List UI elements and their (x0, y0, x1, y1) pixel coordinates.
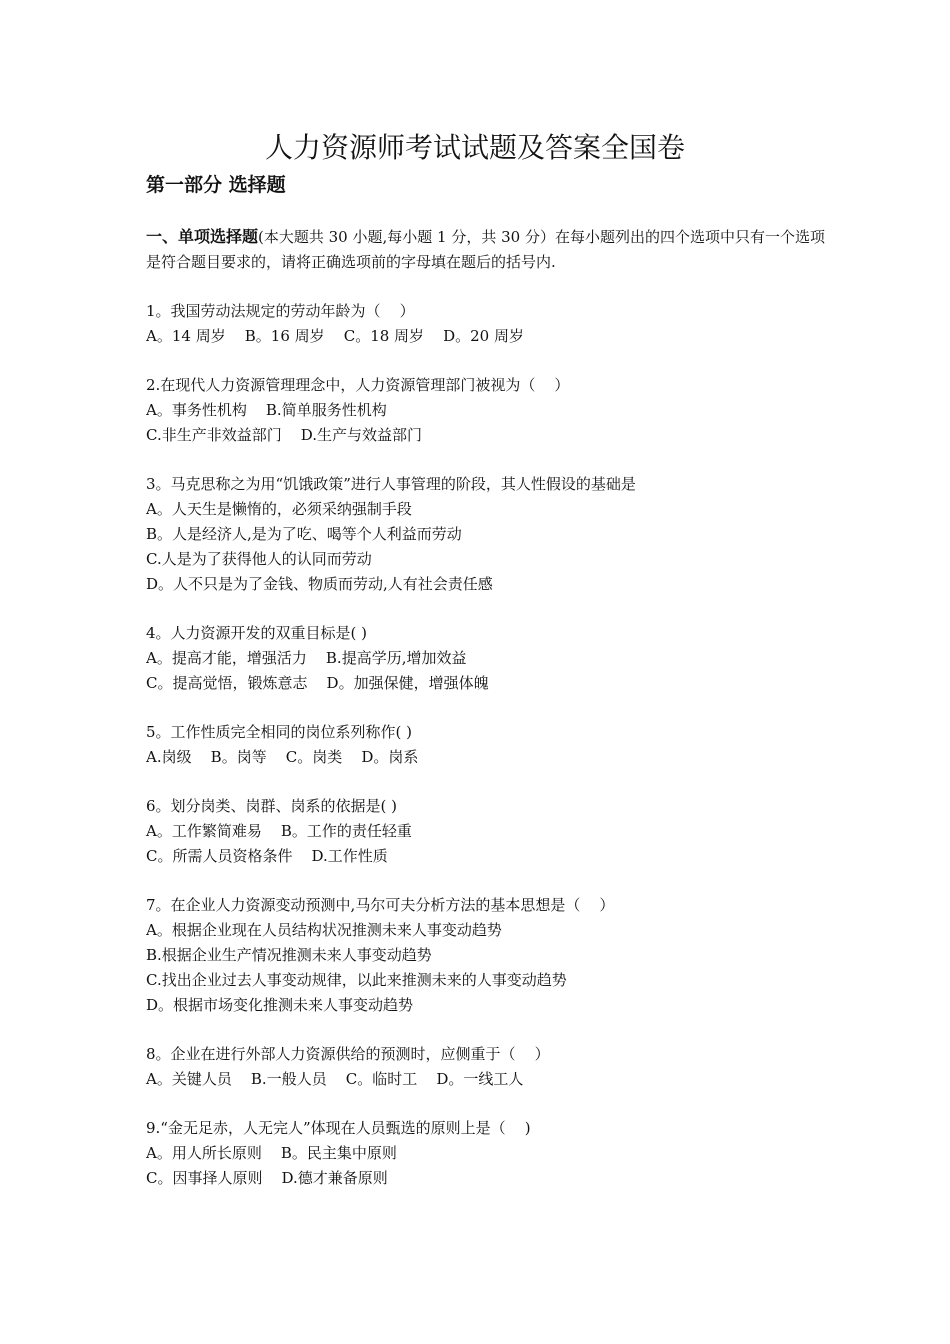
answer-options-line: C。所需人员资格条件 D.工作性质 (146, 847, 388, 865)
question-stem: 9.“金无足赤，人无完人”体现在人员甄选的原则上是（ ) (146, 1119, 531, 1137)
answer-options-line: C。因事择人原则 D.德才兼备原则 (146, 1169, 388, 1187)
answer-options-line: A。事务性机构 B.简单服务性机构 (146, 401, 387, 419)
answer-options-line: A。关键人员 B.一般人员 C。临时工 D。一线工人 (146, 1070, 524, 1088)
answer-options-line: A。用人所长原则 B。民主集中原则 (146, 1144, 397, 1162)
question-item (146, 621, 826, 696)
answer-options-line: B.根据企业生产情况推测未来人事变动趋势 (146, 946, 432, 964)
question-item (146, 1116, 826, 1191)
question-stem: 5。工作性质完全相同的岗位系列称作( ) (146, 723, 413, 741)
question-item (146, 794, 826, 869)
answer-options-line: C。提高觉悟，锻炼意志 D。加强保健，增强体魄 (146, 674, 489, 692)
question-stem: 1。我国劳动法规定的劳动年龄为（ ） (146, 302, 415, 320)
answer-options-line: C.人是为了获得他人的认同而劳动 (146, 550, 372, 568)
question-stem: 3。马克思称之为用“饥饿政策”进行人事管理的阶段，其人性假设的基础是 (146, 475, 636, 493)
answer-options-line: C.非生产非效益部门 D.生产与效益部门 (146, 426, 423, 444)
part-heading: 第一部分 选择题 (146, 174, 286, 196)
section-instruction-text: (本大题共 30 小题,每小题 1 分，共 30 分）在每小题列出的四个选项中只有一个选项是符合题目要求的，请将正确选项前的字母填在题后的括号内. (146, 228, 825, 271)
answer-options-line: A。根据企业现在人员结构状况推测未来人事变动趋势 (146, 921, 502, 939)
section-instructions (146, 224, 826, 275)
question-item (146, 720, 826, 770)
answer-options-line: B。人是经济人,是为了吃、喝等个人利益而劳动 (146, 525, 462, 543)
question-item (146, 373, 826, 448)
answer-options-line: C.找出企业过去人事变动规律，以此来推测未来的人事变动趋势 (146, 971, 567, 989)
answer-options-line: A.岗级 B。岗等 C。岗类 D。岗系 (146, 748, 419, 766)
answer-options-line: D。人不只是为了金钱、物质而劳动,人有社会责任感 (146, 575, 493, 593)
question-list (146, 299, 826, 1215)
question-stem: 2.在现代人力资源管理理念中，人力资源管理部门被视为（ ） (146, 376, 570, 394)
answer-options-line: A。14 周岁 B。16 周岁 C。18 周岁 D。20 周岁 (146, 327, 524, 345)
question-stem: 6。划分岗类、岗群、岗系的依据是( ) (146, 797, 398, 815)
answer-options-line: D。根据市场变化推测未来人事变动趋势 (146, 996, 414, 1014)
question-stem: 8。企业在进行外部人力资源供给的预测时，应侧重于（ ） (146, 1045, 550, 1063)
answer-options-line: A。工作繁简难易 B。工作的责任轻重 (146, 822, 412, 840)
question-item (146, 472, 826, 597)
document-title: 人力资源师考试试题及答案全国卷 (264, 131, 685, 164)
answer-options-line: A。提高才能，增强活力 B.提高学历,增加效益 (146, 649, 467, 667)
answer-options-line: A。人天生是懒惰的，必须采纳强制手段 (146, 500, 412, 518)
question-item (146, 893, 826, 1018)
question-stem: 4。人力资源开发的双重目标是( ) (146, 624, 368, 642)
question-item (146, 299, 826, 349)
section-heading: 一、单项选择题 (146, 227, 259, 246)
question-item (146, 1042, 826, 1092)
question-stem: 7。在企业人力资源变动预测中,马尔可夫分析方法的基本思想是（ ） (146, 896, 615, 914)
